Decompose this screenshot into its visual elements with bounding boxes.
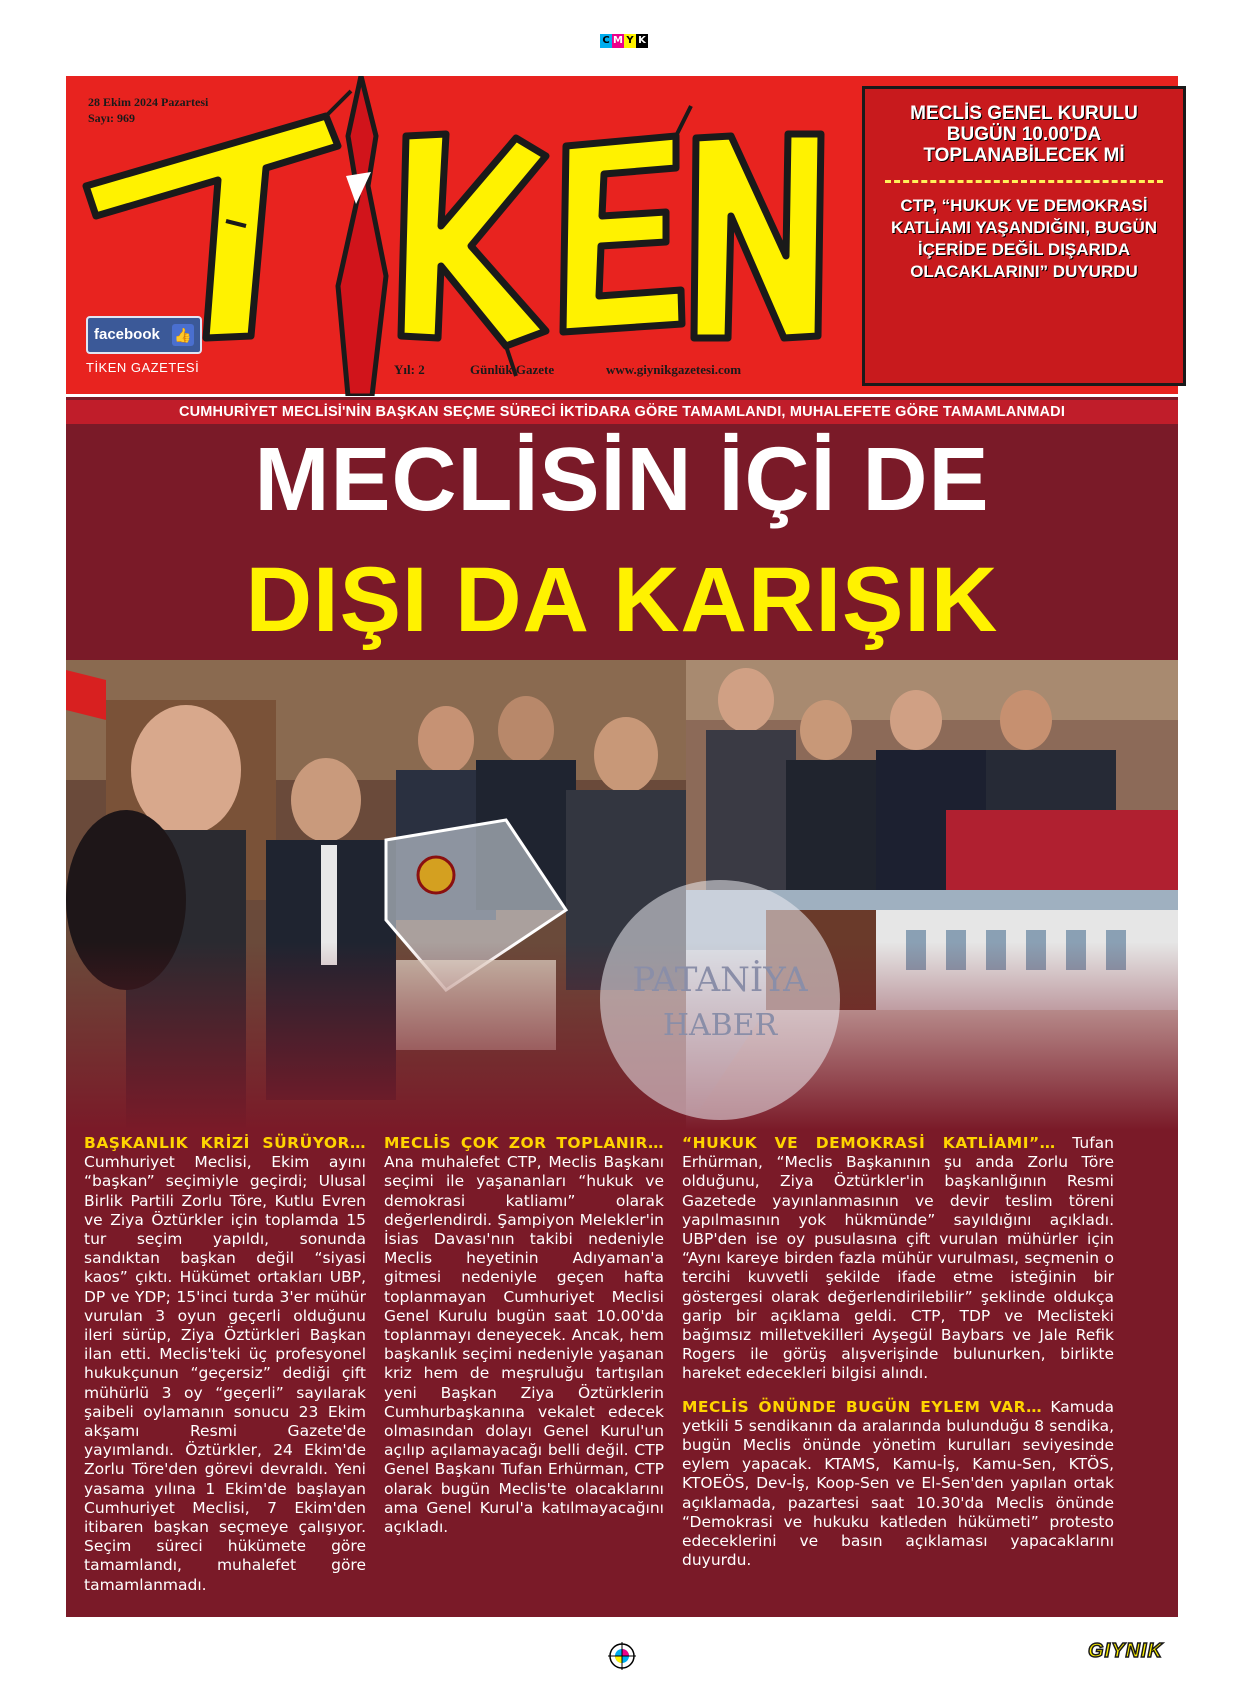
headline-line-1: MECLİSİN İÇİ DE <box>254 430 990 530</box>
cmyk-y: Y <box>624 34 636 48</box>
facebook-label: facebook <box>94 326 160 343</box>
column-2-lead: MECLİS ÇOK ZOR TOPLANIR… <box>384 1134 664 1152</box>
column-2-text: Ana muhalefet CTP, Meclis Başkanı seçimi ile yaşananları “hukuk ve demokrasi katliamı” olarak değerlendirdi. Şampiyon Melekler'in İsias Davası'nın takibi nedeniyle Meclis heyetinin Adıyaman'a gitmesi nedeniyle geçen hafta toplanmayan Cumhuriyet Meclisi Genel Kurulu bugün saat 10.00'da toplanmayı deneyecek. Ancak, hem başkanlık seçimi nedeniyle yaşanan kriz hem de meşruluğu tartışılan yeni Başkan Ziya Öztürklerin Cumhurbaşkanına vekalet edecek olmasından dolayı Genel Kurul'un açılıp açılamayacağı belli değil. CTP Genel Başkanı Tufan Erhürman, CTP olarak bugün Meclis'te olacaklarını ama Genel Kurul'a katılmayacağını açıkladı. <box>384 1153 664 1537</box>
thumbs-up-icon: 👍 <box>172 324 194 346</box>
article-column-3 <box>682 1134 1114 1570</box>
column-3a-lead: “HUKUK VE DEMOKRASİ KATLİAMI”… <box>682 1134 1056 1152</box>
paper-type: Günlük Gazete <box>470 362 555 377</box>
side-headline-1: MECLİS GENEL KURULU BUGÜN 10.00'DA TOPLANABİLECEK Mİ <box>910 103 1138 166</box>
headline-line-2: DIŞI DA KARIŞIK <box>245 549 999 651</box>
issue-date: 28 Ekim 2024 Pazartesi <box>88 95 209 109</box>
column-3b-text: Kamuda yetkili 5 sendikanın da aralarında bulunduğu 8 sendika, bugün Meclis önünde yönetim kurulları seviyesinde eylem yapacak. KTAMS, Kamu-İş, Kamu-Sen, KTÖS, KTOEÖS, Dev-İş, Koop-Sen ve El-Sen'den yapılan ortak açıklamada, pazartesi saat 10.30'da Meclis önünde “Demokrasi ve hukuku katleden hükümeti” protesto edeceklerini ve basın açıklaması yapacaklarını duyurdu. <box>682 1397 1114 1570</box>
cmyk-color-bar <box>600 34 648 48</box>
year-label: Yıl: 2 <box>394 362 425 377</box>
cmyk-m: M <box>613 35 623 46</box>
cmyk-c: C <box>600 34 612 48</box>
issue-number: Sayı: 969 <box>88 111 136 125</box>
subheadline-strip: CUMHURİYET MECLİSİ'NİN BAŞKAN SEÇME SÜRECİ İKTİDARA GÖRE TAMAMLANDI, MUHALEFETE GÖRE TAMAMLANMADI <box>66 400 1178 424</box>
cmyk-k: K <box>636 34 648 48</box>
side-headline-2: CTP, “HUKUK VE DEMOKRASİ KATLİAMI YAŞANDIĞINI, BUGÜN İÇERİDE DEĞİL DIŞARIDA OLACAKLARINI” DUYURDU <box>890 196 1158 281</box>
column-3b-lead: MECLİS ÖNÜNDE BUGÜN EYLEM VAR… <box>682 1397 1043 1416</box>
watermark-line-2: HABER <box>662 1008 778 1043</box>
watermark-line-1: PATANİYA <box>632 960 808 1000</box>
facebook-caption: TİKEN GAZETESİ <box>86 360 200 375</box>
side-news-box <box>862 86 1186 386</box>
column-1-text: Cumhuriyet Meclisi, Ekim ayını “başkan” seçimiyle geçirdi; Ulusal Birlik Partili Zorlu Töre, Kutlu Evren ve Ziya Öztürkler için toplamda 15 tur seçim yapıldı, sonunda sandıktan başkan değil “siyasi kaos” çıktı. Hükümet ortakları UBP, DP ve YDP; 15'inci turda 3'er mühür vurulan 3 oyun geçerli olduğunu ileri sürüp, Ziya Öztürkleri Başkan ilan etti. Meclis'teki üç profesyonel hukukçunun “geçersiz” dediği çift mühürlü 3 oy “geçerli” sayılarak şaibeli oylamanın sonucu 23 Ekim akşamı Resmi Gazete'de yayımlandı. Öztürkler, 24 Ekim'de Zorlu Töre'den görevi devraldı. Yeni yasama yılına 1 Ekim'de başlayan Cumhuriyet Meclisi, 7 Ekim'den itibaren başkan seçmeye çalışıyor. Seçim süreci hükümete göre tamamlandı, muhalefet göre tamamlanmadı. <box>84 1153 366 1594</box>
facebook-badge[interactable] <box>86 316 202 354</box>
article-column-2 <box>384 1134 664 1537</box>
watermark <box>600 880 840 1120</box>
giynik-brand-logo: GIYNIK <box>1088 1640 1163 1662</box>
article-columns <box>84 1134 1174 1614</box>
column-3a-text: Tufan Erhürman, “Meclis Başkanının şu anda Zorlu Töre olduğunu, Ziya Öztürkler'in başkanlığının Resmi Gazetede yayınlanmasının ve devir teslim töreni yapılmasının yok hükmünde” sayıldığını açıkladı. UBP'den ise oy pusulasına çift vurulan mühürler için “Aynı kareye birden fazla mühür vurulması, seçmenin o tercihi kuvvetli şekilde ifade etme isteğinin bir göstergesi olarak değerlendirilebilir” şeklinde oldukça garip bir açıklama geldi. CTP, TDP ve Meclisteki bağımsız milletvekilleri Ayşegül Baybars ve Jale Refik Rogers ile görüş alışverişinde bulunurken, birlikte hareket edecekleri bilgisi alındı. <box>682 1134 1114 1383</box>
registration-mark-icon <box>608 1642 636 1670</box>
article-column-1 <box>84 1134 366 1595</box>
side-divider <box>885 180 1163 183</box>
website-link[interactable]: www.giynikgazetesi.com <box>606 362 742 377</box>
logo-spike <box>338 76 386 396</box>
column-1-lead: BAŞKANLIK KRİZİ SÜRÜYOR… <box>84 1134 366 1152</box>
